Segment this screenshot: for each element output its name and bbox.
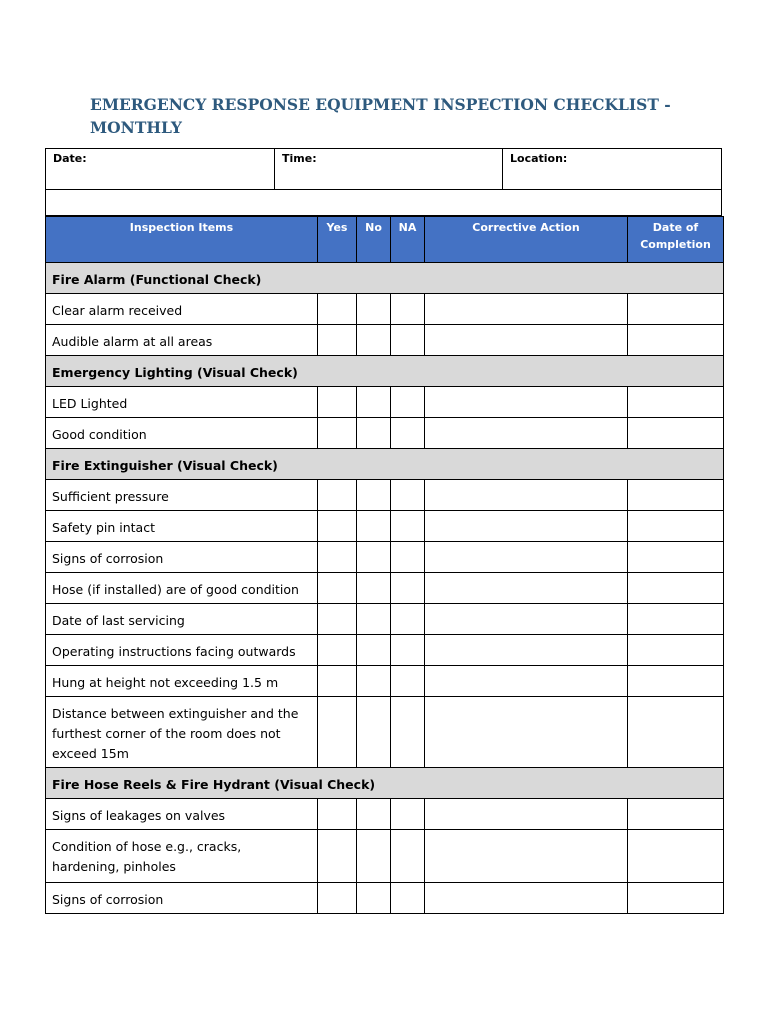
no-cell[interactable]: [357, 511, 391, 542]
table-row: [46, 480, 724, 511]
yes-cell[interactable]: [318, 480, 357, 511]
yes-cell[interactable]: [318, 542, 357, 573]
date-of-completion-cell[interactable]: [628, 830, 724, 883]
inspection-item-label: Good condition: [46, 418, 318, 449]
date-of-completion-cell[interactable]: [628, 573, 724, 604]
section-title: Emergency Lighting (Visual Check): [46, 356, 724, 387]
na-cell[interactable]: [391, 325, 425, 356]
table-row: [46, 883, 724, 914]
date-of-completion-cell[interactable]: [628, 480, 724, 511]
date-of-completion-cell[interactable]: [628, 666, 724, 697]
inspection-item-label: Clear alarm received: [46, 294, 318, 325]
no-cell[interactable]: [357, 666, 391, 697]
inspection-item-label: Sufficient pressure: [46, 480, 318, 511]
no-cell[interactable]: [357, 387, 391, 418]
table-row: [46, 830, 724, 883]
na-cell[interactable]: [391, 883, 425, 914]
table-body: [46, 263, 724, 914]
no-cell[interactable]: [357, 542, 391, 573]
inspection-table: [45, 216, 724, 914]
date-field[interactable]: [46, 149, 275, 189]
table-row: [46, 294, 724, 325]
inspection-item-label: Hung at height not exceeding 1.5 m: [46, 666, 318, 697]
no-cell[interactable]: [357, 883, 391, 914]
section-row: [46, 449, 724, 480]
table-row: [46, 604, 724, 635]
yes-cell[interactable]: [318, 387, 357, 418]
yes-cell[interactable]: [318, 511, 357, 542]
location-label: Location:: [510, 152, 568, 165]
section-row: [46, 263, 724, 294]
inspection-item-label: Hose (if installed) are of good condition: [46, 573, 318, 604]
corrective-action-cell[interactable]: [425, 799, 628, 830]
date-of-completion-cell[interactable]: [628, 325, 724, 356]
yes-cell[interactable]: [318, 799, 357, 830]
table-row: [46, 799, 724, 830]
na-cell[interactable]: [391, 573, 425, 604]
inspection-item-label: Date of last servicing: [46, 604, 318, 635]
na-cell[interactable]: [391, 604, 425, 635]
corrective-action-cell[interactable]: [425, 697, 628, 768]
header-no: No: [357, 217, 391, 263]
table-row: [46, 666, 724, 697]
corrective-action-cell[interactable]: [425, 418, 628, 449]
inspection-item-label: Safety pin intact: [46, 511, 318, 542]
corrective-action-cell[interactable]: [425, 325, 628, 356]
date-of-completion-cell[interactable]: [628, 799, 724, 830]
inspection-item-label: Condition of hose e.g., cracks, hardening, pinholes: [46, 830, 318, 883]
header-na: NA: [391, 217, 425, 263]
inspection-item-label: Operating instructions facing outwards: [46, 635, 318, 666]
date-of-completion-cell[interactable]: [628, 387, 724, 418]
no-cell[interactable]: [357, 635, 391, 666]
date-of-completion-cell[interactable]: [628, 542, 724, 573]
date-of-completion-cell[interactable]: [628, 697, 724, 768]
corrective-action-cell[interactable]: [425, 511, 628, 542]
yes-cell[interactable]: [318, 883, 357, 914]
yes-cell[interactable]: [318, 666, 357, 697]
section-title: Fire Alarm (Functional Check): [46, 263, 724, 294]
table-row: [46, 325, 724, 356]
info-fields-box: [45, 148, 722, 216]
yes-cell[interactable]: [318, 325, 357, 356]
section-row: [46, 768, 724, 799]
yes-cell[interactable]: [318, 418, 357, 449]
yes-cell[interactable]: [318, 294, 357, 325]
date-of-completion-cell[interactable]: [628, 511, 724, 542]
yes-cell[interactable]: [318, 573, 357, 604]
corrective-action-cell[interactable]: [425, 635, 628, 666]
date-of-completion-cell[interactable]: [628, 294, 724, 325]
corrective-action-cell[interactable]: [425, 883, 628, 914]
location-field[interactable]: [503, 149, 721, 189]
table-row: [46, 418, 724, 449]
na-cell[interactable]: [391, 511, 425, 542]
section-row: [46, 356, 724, 387]
table-row: [46, 542, 724, 573]
no-cell[interactable]: [357, 325, 391, 356]
inspection-item-label: Signs of leakages on valves: [46, 799, 318, 830]
na-cell[interactable]: [391, 542, 425, 573]
no-cell[interactable]: [357, 573, 391, 604]
time-field[interactable]: [275, 149, 503, 189]
corrective-action-cell[interactable]: [425, 573, 628, 604]
no-cell[interactable]: [357, 418, 391, 449]
info-divider: [46, 189, 721, 190]
inspection-item-label: Signs of corrosion: [46, 883, 318, 914]
no-cell[interactable]: [357, 604, 391, 635]
yes-cell[interactable]: [318, 604, 357, 635]
date-label: Date:: [53, 152, 87, 165]
corrective-action-cell[interactable]: [425, 604, 628, 635]
date-of-completion-cell[interactable]: [628, 604, 724, 635]
date-of-completion-cell[interactable]: [628, 635, 724, 666]
no-cell[interactable]: [357, 830, 391, 883]
corrective-action-cell[interactable]: [425, 294, 628, 325]
header-inspection-items: Inspection Items: [46, 217, 318, 263]
corrective-action-cell[interactable]: [425, 387, 628, 418]
inspection-item-label: Signs of corrosion: [46, 542, 318, 573]
na-cell[interactable]: [391, 418, 425, 449]
na-cell[interactable]: [391, 830, 425, 883]
header-yes: Yes: [318, 217, 357, 263]
date-of-completion-cell[interactable]: [628, 883, 724, 914]
yes-cell[interactable]: [318, 697, 357, 768]
na-cell[interactable]: [391, 697, 425, 768]
time-label: Time:: [282, 152, 317, 165]
yes-cell[interactable]: [318, 635, 357, 666]
no-cell[interactable]: [357, 697, 391, 768]
document-title: EMERGENCY RESPONSE EQUIPMENT INSPECTION CHECKLIST - MONTHLY: [90, 95, 671, 137]
inspection-item-label: LED Lighted: [46, 387, 318, 418]
table-row: [46, 697, 724, 768]
na-cell[interactable]: [391, 666, 425, 697]
na-cell[interactable]: [391, 294, 425, 325]
table-row: [46, 635, 724, 666]
no-cell[interactable]: [357, 480, 391, 511]
inspection-item-label: Audible alarm at all areas: [46, 325, 318, 356]
no-cell[interactable]: [357, 294, 391, 325]
header-date-of-completion: Date of Completion: [628, 217, 724, 263]
table-row: [46, 573, 724, 604]
table-header-row: [46, 217, 724, 263]
yes-cell[interactable]: [318, 830, 357, 883]
section-title: Fire Extinguisher (Visual Check): [46, 449, 724, 480]
date-of-completion-cell[interactable]: [628, 418, 724, 449]
corrective-action-cell[interactable]: [425, 480, 628, 511]
table-row: [46, 387, 724, 418]
corrective-action-cell[interactable]: [425, 666, 628, 697]
no-cell[interactable]: [357, 799, 391, 830]
table-row: [46, 511, 724, 542]
na-cell[interactable]: [391, 480, 425, 511]
na-cell[interactable]: [391, 387, 425, 418]
corrective-action-cell[interactable]: [425, 830, 628, 883]
corrective-action-cell[interactable]: [425, 542, 628, 573]
section-title: Fire Hose Reels & Fire Hydrant (Visual Check): [46, 768, 724, 799]
na-cell[interactable]: [391, 799, 425, 830]
na-cell[interactable]: [391, 635, 425, 666]
inspection-item-label: Distance between extinguisher and the furthest corner of the room does not exceed 15m: [46, 697, 318, 768]
header-corrective-action: Corrective Action: [425, 217, 628, 263]
